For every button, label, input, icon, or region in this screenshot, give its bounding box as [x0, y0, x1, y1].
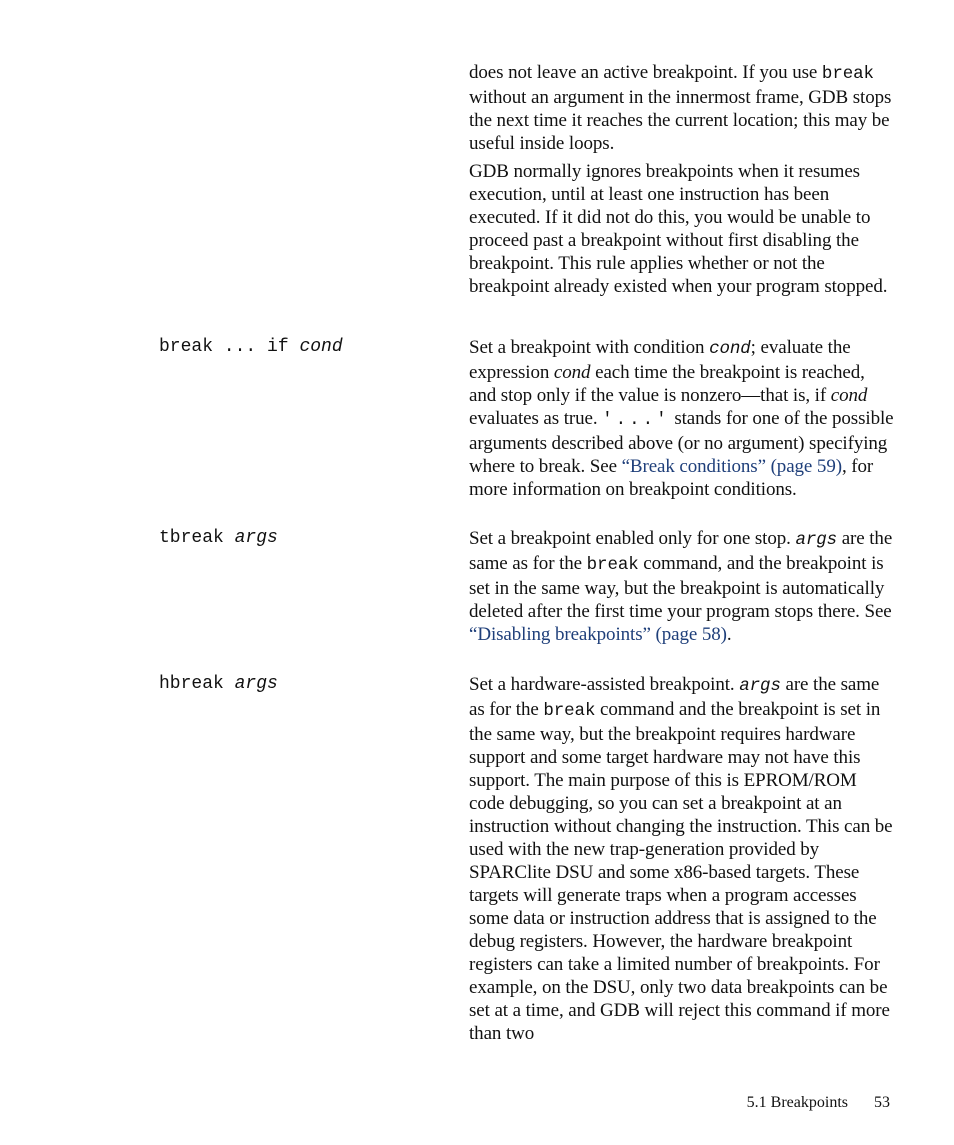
term-argument: args [234, 674, 278, 694]
term-argument: args [234, 528, 278, 548]
term-tbreak-args [159, 527, 278, 550]
intro-paragraph-1 [469, 61, 894, 155]
term-argument: cond [299, 337, 343, 357]
text: command and the breakpoint is set in the same way, but the breakpoint requires hardware support and some target hardware may not have this support. The main purpose of this is EPROM/ROM code debugging, so you can set a breakpoint at an instruction without changing the instruction. This can be used with the new trap-generation provided by SPARClite DSU and some x86-based targets. These targets will generate traps when a program accesses some data or instruction address that is assigned to the debug registers. However, the hardware breakpoint registers can take a limited number of breakpoints. For example, on the DSU, only two data breakpoints can be set at a time, and GDB will reject this command if more than two [469, 699, 893, 1044]
italic-cond: cond [830, 385, 868, 406]
text: without an argument in the innermost frame, GDB stops the next time it reaches the current location; this may be useful inside loops. [469, 87, 892, 154]
text: Set a breakpoint enabled only for one stop. [469, 528, 796, 549]
link-break-conditions[interactable]: “Break conditions” (page 59) [621, 456, 842, 477]
term-code: tbreak [159, 528, 235, 548]
term-code: hbreak [159, 674, 235, 694]
text: Set a hardware-assisted breakpoint. [469, 674, 740, 695]
link-disabling-breakpoints[interactable]: “Disabling breakpoints” (page 58) [469, 624, 727, 645]
text: each time the breakpoint is reached, and stop only if the value is nonzero—that is, if [469, 362, 865, 406]
code-args: args [795, 530, 838, 550]
code-cond: cond [709, 339, 751, 359]
code-args: args [739, 676, 781, 696]
text: does not leave an active breakpoint. If you use [469, 62, 822, 83]
code-break: break [543, 701, 596, 721]
description-hbreak-args [469, 673, 894, 1045]
description-break-if-cond [469, 336, 894, 501]
footer-section-title: 5.1 Breakpoints [746, 1094, 848, 1111]
code-break: break [821, 64, 874, 84]
text: ; evaluate the expression [469, 337, 851, 383]
text: are the same as for the [469, 674, 880, 720]
term-code: break ... if [159, 337, 300, 357]
paragraph-text: GDB normally ignores breakpoints when it resumes execution, until at least one instruction has been executed. If it did not do this, you would be unable to proceed past a breakpoint without first disabling the breakpoint. This rule applies whether or not the breakpoint already existed when your program stopped. [469, 161, 888, 297]
term-hbreak-args [159, 673, 278, 696]
term-break-if-cond [159, 336, 343, 359]
page-number: 53 [874, 1094, 890, 1111]
page-footer [747, 1093, 890, 1113]
italic-cond: cond [553, 362, 591, 383]
text: Set a breakpoint with condition [469, 337, 710, 358]
text: , for more information on breakpoint conditions. [469, 456, 874, 500]
text: stands for one of the possible arguments described above (or no argument) specifying where to break. See [469, 408, 894, 477]
code-break: break [586, 555, 639, 575]
description-tbreak-args [469, 527, 894, 646]
code-ellipsis: '...' [602, 410, 670, 430]
text: command, and the breakpoint is set in the same way, but the breakpoint is automatically deleted after the first time your program stops there. See [469, 553, 892, 622]
text: evaluates as true. [469, 408, 603, 429]
text: are the same as for the [469, 528, 893, 574]
intro-paragraph-2 [469, 160, 894, 298]
text: . [726, 624, 732, 645]
